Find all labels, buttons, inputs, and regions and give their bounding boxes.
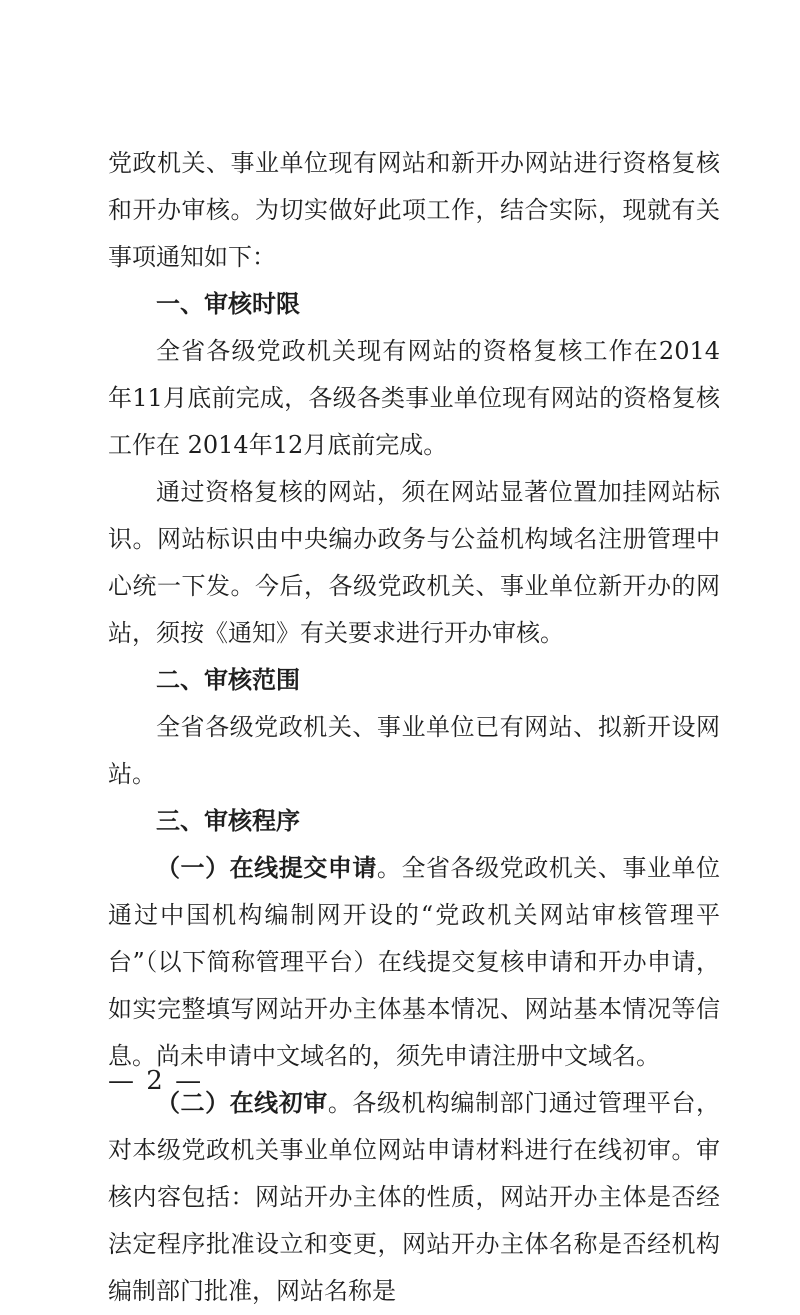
paragraph-online-preliminary-review bbox=[108, 1080, 720, 1315]
paragraph-intro: 党政机关、事业单位现有网站和新开办网站进行资格复核和开办审核。为切实做好此项工作，结合实际，现就有关事项通知如下： bbox=[108, 149, 720, 271]
heading-review-scope: 二、审核范围 bbox=[156, 666, 300, 694]
heading-review-procedure: 三、审核程序 bbox=[156, 807, 300, 835]
step-text-online-preliminary-review: 。各级机构编制部门通过管理平台，对本级党政机关事业单位网站申请材料进行在线初审。审核内容包括：网站开办主体的性质，网站开办主体是否经法定程序批准设立和变更，网站开办主体名称是否经机构编制部门批准，网站名称是 bbox=[108, 1089, 721, 1305]
page-number: — 2 — bbox=[108, 1066, 204, 1096]
step-label-online-preliminary-review: （二）在线初审 bbox=[156, 1089, 328, 1117]
paragraph-website-mark: 通过资格复核的网站，须在网站显著位置加挂网站标识。网站标识由中央编办政务与公益机构域名注册管理中心统一下发。今后，各级党政机关、事业单位新开办的网站，须按《通知》有关要求进行开办审核。 bbox=[108, 478, 720, 647]
paragraph-online-submission bbox=[108, 845, 720, 1080]
paragraph-scope: 全省各级党政机关、事业单位已有网站、拟新开设网站。 bbox=[108, 713, 720, 788]
step-label-online-submission: （一）在线提交申请 bbox=[156, 854, 377, 882]
step-text-online-submission: 。全省各级党政机关、事业单位通过中国机构编制网开设的“党政机关网站审核管理平台”（以下简称管理平台）在线提交复核申请和开办申请，如实完整填写网站开办主体基本情况、网站基本情况等信息。尚未申请中文域名的，须先申请注册中文域名。 bbox=[108, 854, 721, 1070]
paragraph-deadline: 全省各级党政机关现有网站的资格复核工作在2014年11月底前完成，各级各类事业单位现有网站的资格复核工作在 2014年12月底前完成。 bbox=[108, 337, 720, 459]
heading-review-deadline: 一、审核时限 bbox=[156, 290, 300, 318]
